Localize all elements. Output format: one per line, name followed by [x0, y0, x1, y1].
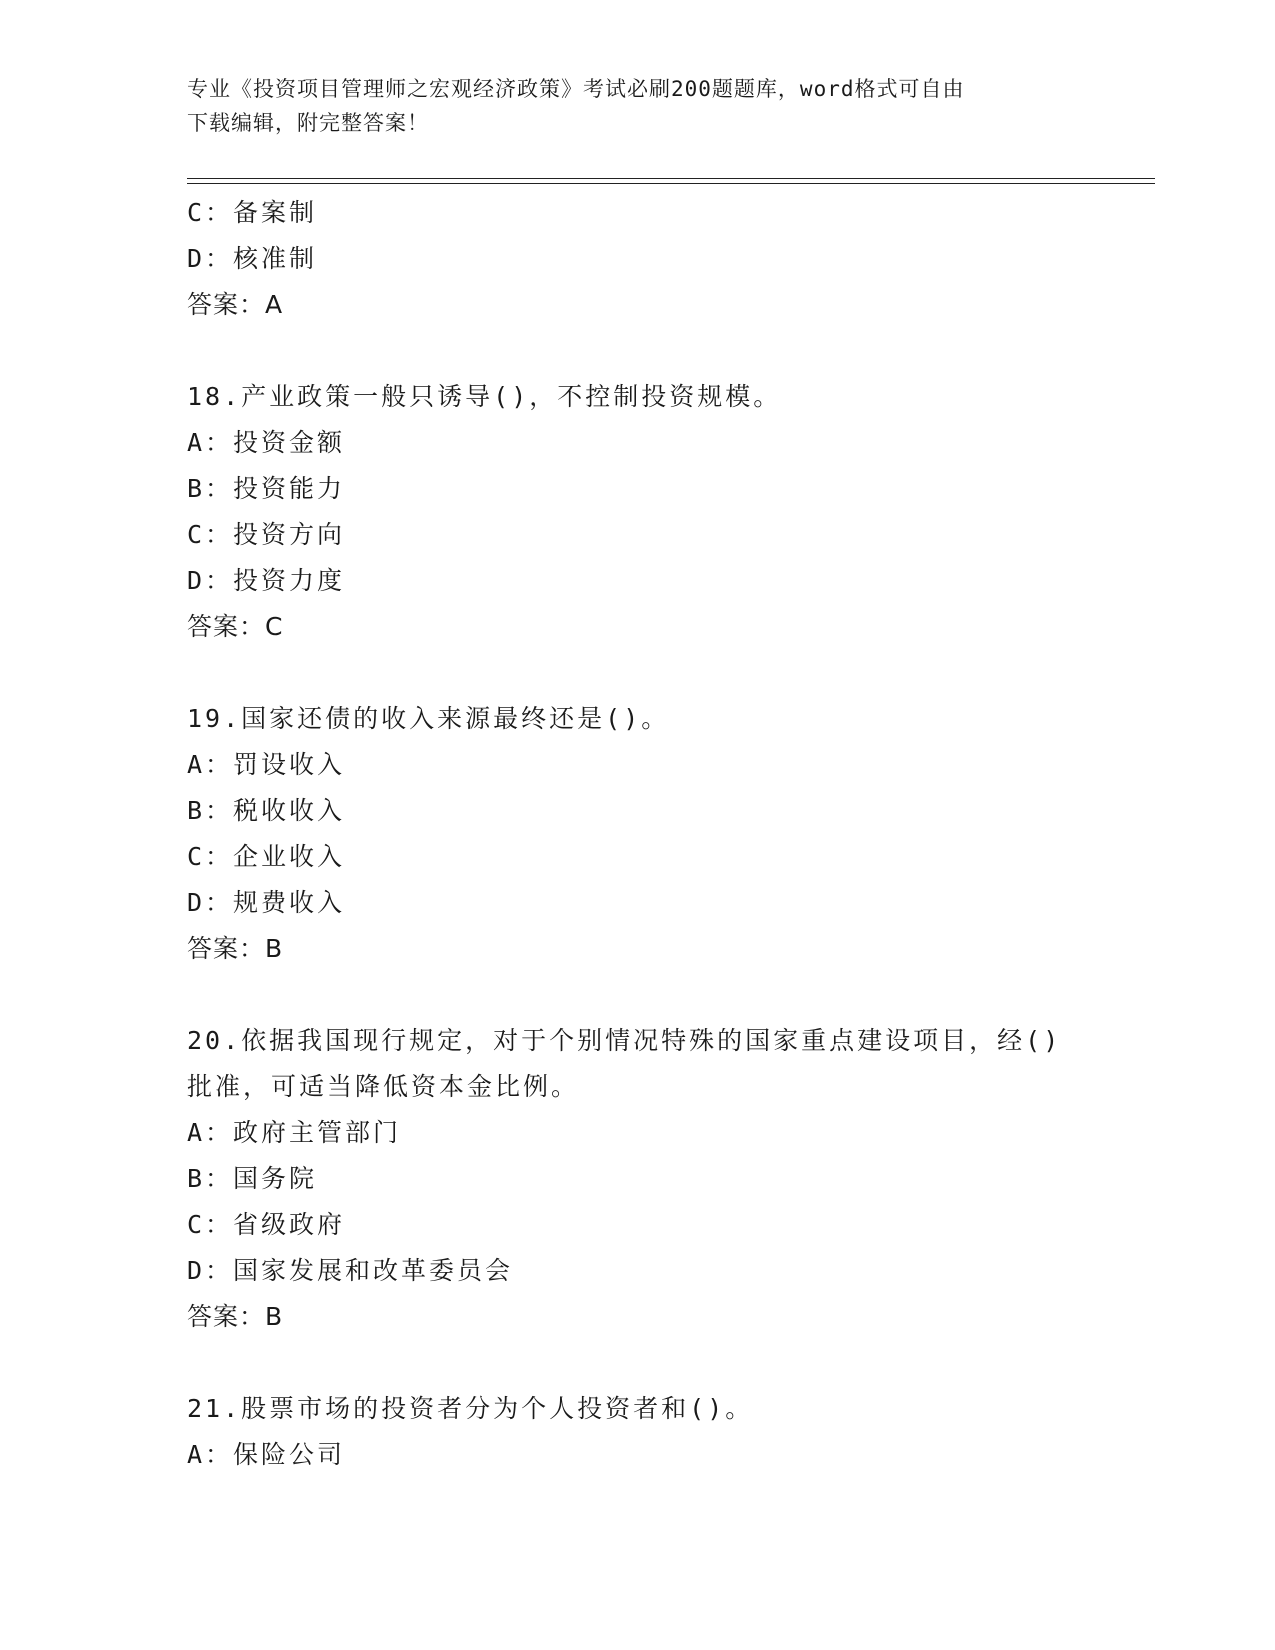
option-d: D：核准制	[187, 244, 318, 273]
option-a: A：保险公司	[187, 1440, 346, 1469]
option-a: A：罚设收入	[187, 750, 346, 779]
question-20	[187, 1018, 1087, 1340]
answer: 答案：A	[187, 290, 284, 319]
spacer	[187, 328, 1087, 374]
answer: 答案：B	[187, 1302, 284, 1331]
question-stem: 21.股票市场的投资者分为个人投资者和()。	[187, 1394, 754, 1423]
option-c: C：省级政府	[187, 1210, 346, 1239]
option-b: B：投资能力	[187, 474, 346, 503]
option-c: C：备案制	[187, 198, 318, 227]
option-a: A：政府主管部门	[187, 1118, 402, 1147]
question-19	[187, 696, 1087, 972]
spacer	[187, 1340, 1087, 1386]
answer: 答案：B	[187, 934, 284, 963]
question-stem: 19.国家还债的收入来源最终还是()。	[187, 704, 670, 733]
option-d: D：投资力度	[187, 566, 346, 595]
question-18	[187, 374, 1087, 650]
header-rule-bottom	[187, 183, 1155, 184]
option-c: C：企业收入	[187, 842, 346, 871]
option-b: B：国务院	[187, 1164, 318, 1193]
question-list	[187, 190, 1087, 1478]
header-line-2: 下载编辑，附完整答案！	[187, 111, 429, 135]
spacer	[187, 972, 1087, 1018]
answer: 答案：C	[187, 612, 284, 641]
option-d: D：规费收入	[187, 888, 346, 917]
question-stem-line-1: 20.依据我国现行规定，对于个别情况特殊的国家重点建设项目，经()	[187, 1026, 1062, 1055]
question-stem-line-2: 批准，可适当降低资本金比例。	[187, 1072, 580, 1101]
header-line-1: 专业《投资项目管理师之宏观经济政策》考试必刷200题题库，word格式可自由	[187, 77, 965, 101]
question-stem: 18.产业政策一般只诱导()，不控制投资规模。	[187, 382, 782, 411]
document-header	[187, 72, 1067, 140]
option-b: B：税收收入	[187, 796, 346, 825]
header-rule-top	[187, 178, 1155, 179]
spacer	[187, 650, 1087, 696]
question-21	[187, 1386, 1087, 1478]
option-c: C：投资方向	[187, 520, 346, 549]
question-prev	[187, 190, 1087, 328]
option-d: D：国家发展和改革委员会	[187, 1256, 514, 1285]
option-a: A：投资金额	[187, 428, 346, 457]
